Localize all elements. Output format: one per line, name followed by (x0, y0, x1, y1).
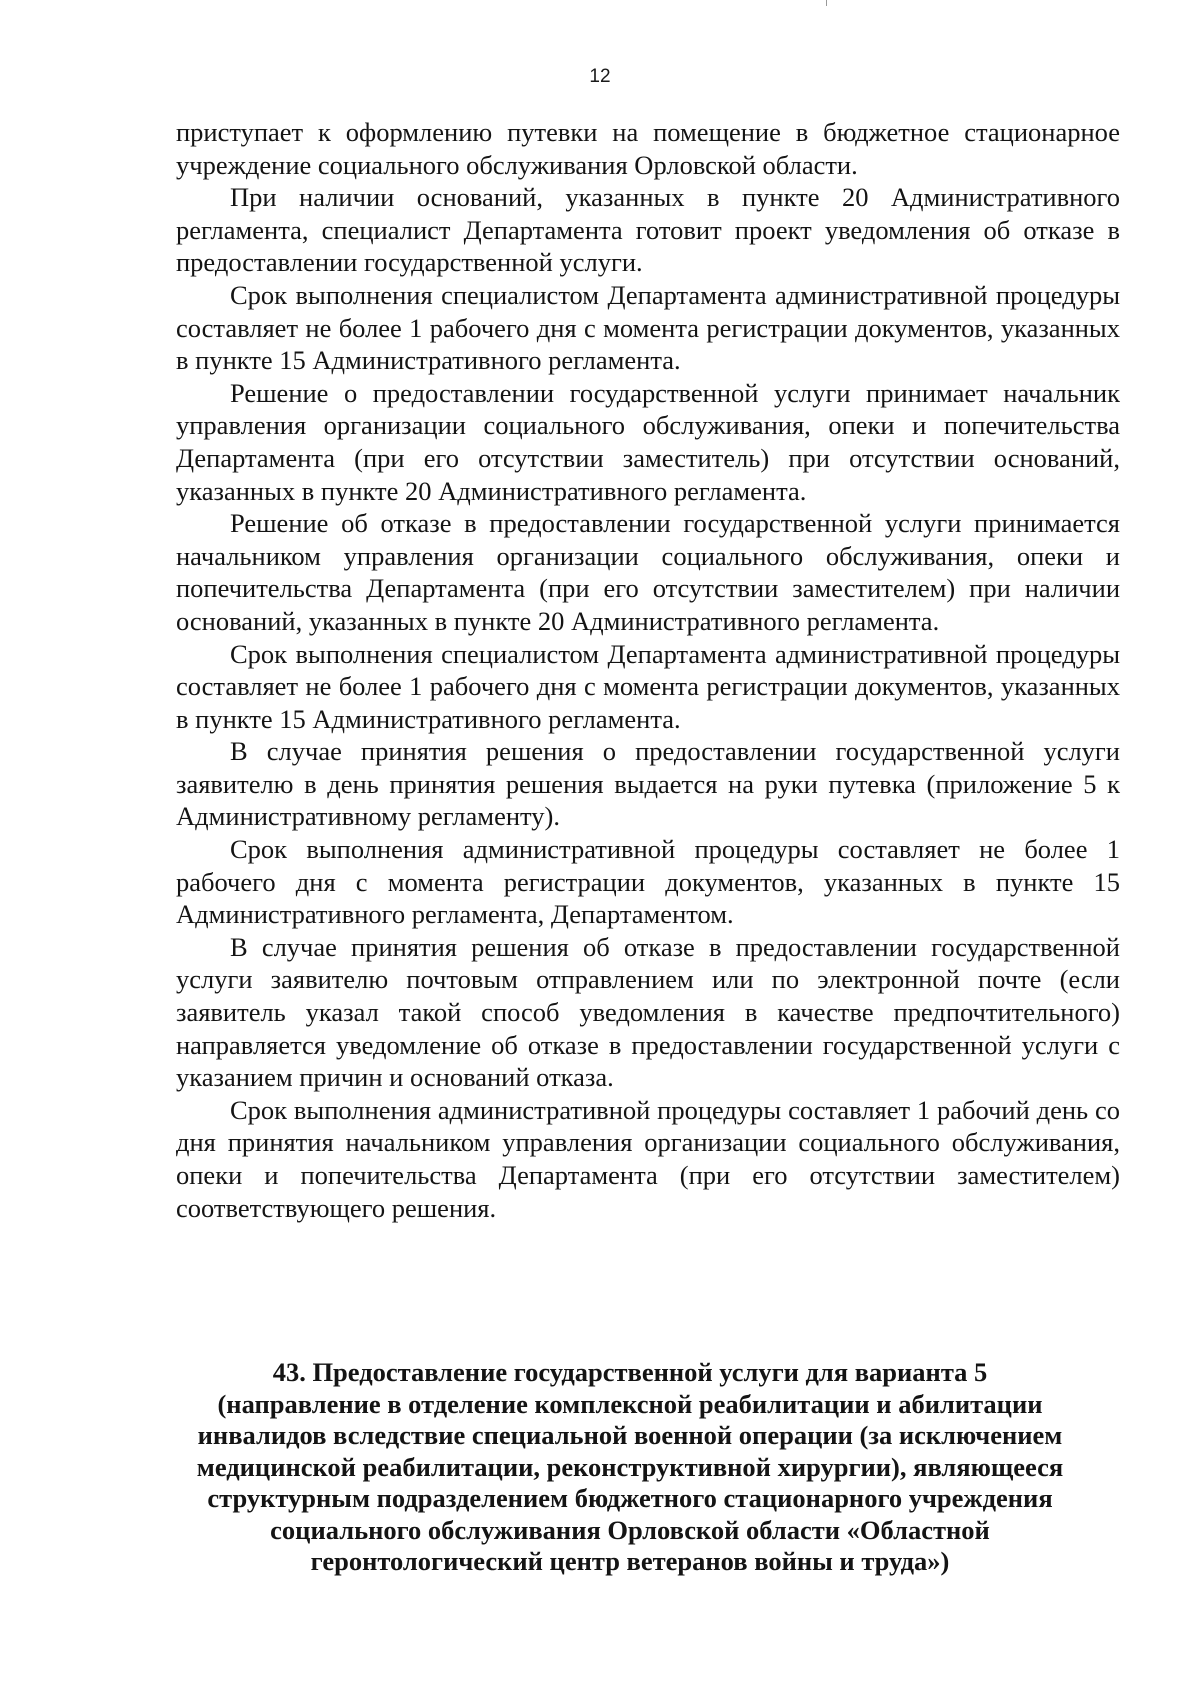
section-heading-line: социального обслуживания Орловской области «Областной (270, 1514, 990, 1545)
section-heading-line: структурным подразделением бюджетного стационарного учреждения (207, 1483, 1053, 1513)
paragraph: Решение об отказе в предоставлении государственной услуги принимается начальником управления организации социального обслуживания, опеки и попечительства Департамента (при его отсутствии заместителем) при наличии оснований, указанных в пункте 20 Административного регламента. (176, 508, 1120, 636)
section-heading-line: медицинской реабилитации, реконструктивной хирургии), являющееся (196, 1451, 1064, 1482)
paragraph: В случае принятия решения об отказе в предоставлении государственной услуги заявителю почтовым отправлением или по электронной почте (если заявитель указал такой способ уведомления в качестве предпочтительного) направляется уведомление об отказе в предоставлении государственной услуги с указанием причин и оснований отказа. (176, 931, 1120, 1093)
scan-edge-mark (826, 0, 833, 6)
paragraph: Срок выполнения административной процедуры составляет не более 1 рабочего дня с момента регистрации документов, указанных в пункте 15 Административного регламента, Департаментом. (176, 834, 1120, 930)
paragraph: Срок выполнения административной процедуры составляет 1 рабочий день со дня принятия начальником управления организации социального обслуживания, опеки и попечительства Департамента (при его отсутствии заместителем) соответствующего решения. (176, 1094, 1120, 1223)
paragraph: Срок выполнения специалистом Департамента административной процедуры составляет не более 1 рабочего дня с момента регистрации документов, указанных в пункте 15 Административного регламента. (176, 279, 1120, 376)
document-body (176, 116, 1120, 1224)
section-heading (150, 1357, 1110, 1578)
paragraph: При наличии оснований, указанных в пункте 20 Административного регламента, специалист Департамента готовит проект уведомления об отказе в предоставлении государственной услуги. (176, 182, 1120, 278)
paragraph-continuation: приступает к оформлению путевки на помещение в бюджетное стационарное учреждение социального обслуживания Орловской области. (176, 117, 1120, 180)
section-heading-line: геронтологический центр ветеранов войны и труда») (310, 1546, 950, 1576)
paragraph: В случае принятия решения о предоставлении государственной услуги заявителю в день принятия решения выдается на руки путевка (приложение 5 к Административному регламенту). (176, 736, 1120, 832)
paragraph: Решение о предоставлении государственной услуги принимает начальник управления организации социального обслуживания, опеки и попечительства Департамента (при его отсутствии заместитель) при отсутствии оснований, указанных в пункте 20 Административного регламента. (176, 377, 1120, 506)
page-number: 12 (589, 66, 611, 87)
section-heading-line: 43. Предоставление государственной услуги для варианта 5 (272, 1357, 988, 1387)
section-heading-line: инвалидов вследствие специальной военной операции (за исключением (197, 1420, 1063, 1450)
paragraph: Срок выполнения специалистом Департамента административной процедуры составляет не более 1 рабочего дня с момента регистрации документов, указанных в пункте 15 Административного регламента. (176, 638, 1120, 734)
section-heading-line: (направление в отделение комплексной реабилитации и абилитации (217, 1388, 1043, 1419)
